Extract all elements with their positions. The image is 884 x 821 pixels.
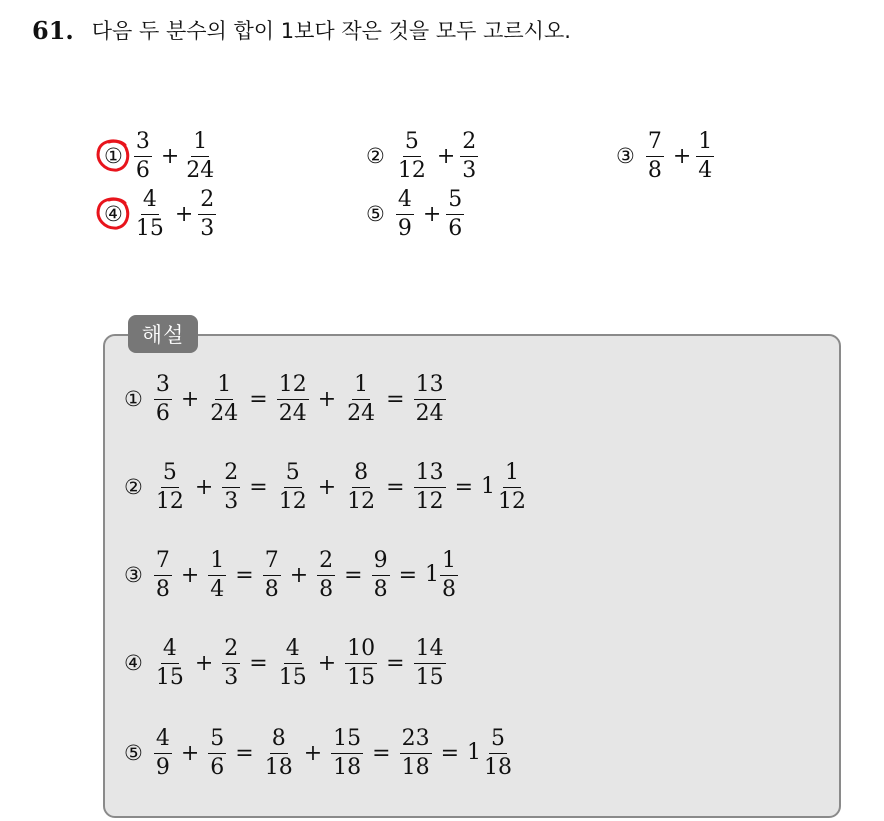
solution-marker: ④ — [124, 651, 143, 675]
fraction-numerator: 1 — [503, 462, 521, 488]
fraction — [277, 371, 309, 426]
equals-sign: = — [386, 474, 405, 500]
mixed-number — [465, 725, 517, 780]
fraction — [277, 635, 309, 690]
solution-marker: ① — [124, 387, 143, 411]
fraction-numerator: 1 — [191, 131, 209, 157]
fraction-numerator: 8 — [270, 728, 288, 754]
fraction-denominator: 24 — [210, 400, 239, 426]
plus-sign: + — [174, 201, 194, 227]
plus-sign: + — [289, 562, 309, 588]
fraction-numerator: 14 — [414, 638, 446, 664]
fraction-numerator: 5 — [446, 189, 464, 215]
fraction-numerator: 1 — [215, 374, 233, 400]
fraction — [414, 635, 446, 690]
fraction — [263, 547, 281, 602]
fraction-numerator: 1 — [352, 374, 370, 400]
mixed-whole: 1 — [425, 562, 440, 587]
fraction-denominator: 8 — [155, 576, 170, 602]
equals-sign: = — [386, 650, 405, 676]
mixed-number — [479, 459, 531, 514]
fraction — [345, 459, 377, 514]
mixed-fraction — [496, 459, 528, 514]
solution-row-1 — [124, 368, 449, 430]
fraction-numerator: 2 — [198, 189, 216, 215]
mixed-whole: 1 — [467, 740, 482, 765]
option-5[interactable] — [366, 184, 467, 244]
fraction-numerator: 1 — [208, 550, 226, 576]
fraction-denominator: 8 — [442, 576, 457, 602]
fraction — [331, 725, 363, 780]
problem-text: 다음 두 분수의 합이 1보다 작은 것을 모두 고르시오. — [91, 19, 571, 43]
fraction-denominator: 3 — [224, 488, 239, 514]
fraction-denominator: 24 — [415, 400, 444, 426]
solution-row-4 — [124, 632, 449, 694]
fraction-numerator: 2 — [222, 638, 240, 664]
solution-marker: ⑤ — [124, 741, 143, 765]
fraction-denominator: 6 — [210, 754, 225, 780]
fraction-numerator: 8 — [352, 462, 370, 488]
fraction — [222, 459, 240, 514]
fraction-numerator: 5 — [161, 462, 179, 488]
fraction-denominator: 6 — [135, 157, 150, 183]
solution-row-2 — [124, 456, 531, 518]
problem-header — [32, 10, 571, 50]
fraction — [414, 459, 446, 514]
equals-sign: = — [454, 474, 474, 500]
equals-sign: = — [372, 740, 391, 766]
plus-sign: + — [317, 474, 337, 500]
plus-sign: + — [317, 386, 337, 412]
option-fraction-b — [198, 186, 216, 241]
fraction — [317, 547, 335, 602]
fraction-numerator: 12 — [277, 374, 309, 400]
fraction-denominator: 12 — [155, 488, 184, 514]
option-marker: ② — [366, 144, 385, 168]
fraction-denominator: 18 — [401, 754, 430, 780]
fraction-denominator: 6 — [448, 215, 463, 241]
fraction-denominator: 3 — [200, 215, 215, 241]
option-2[interactable] — [366, 126, 481, 186]
option-fraction-a — [396, 186, 414, 241]
fraction-numerator: 7 — [154, 550, 172, 576]
option-fraction-a — [134, 186, 166, 241]
fraction — [208, 725, 226, 780]
equals-sign: = — [249, 386, 268, 412]
fraction-denominator: 24 — [347, 400, 376, 426]
option-fraction-a — [646, 128, 664, 183]
fraction — [277, 459, 309, 514]
fraction-numerator: 5 — [208, 728, 226, 754]
option-fraction-a — [396, 128, 428, 183]
plus-sign: + — [180, 386, 200, 412]
plus-sign: + — [303, 740, 323, 766]
fraction-denominator: 15 — [278, 664, 307, 690]
fraction — [154, 371, 172, 426]
fraction-numerator: 3 — [134, 131, 152, 157]
option-fraction-b — [184, 128, 216, 183]
equals-sign: = — [235, 562, 254, 588]
fraction-denominator: 4 — [698, 157, 713, 183]
fraction-denominator: 15 — [155, 664, 184, 690]
fraction-denominator: 9 — [155, 754, 170, 780]
equals-sign: = — [249, 650, 268, 676]
fraction-numerator: 23 — [400, 728, 432, 754]
fraction-numerator: 2 — [222, 462, 240, 488]
fraction-denominator: 6 — [155, 400, 170, 426]
equals-sign: = — [249, 474, 268, 500]
equals-sign: = — [235, 740, 254, 766]
option-marker: ⑤ — [366, 202, 385, 226]
solution-row-3 — [124, 544, 461, 606]
fraction-denominator: 3 — [462, 157, 477, 183]
fraction — [400, 725, 432, 780]
fraction-numerator: 5 — [403, 131, 421, 157]
fraction-numerator: 9 — [372, 550, 390, 576]
fraction-numerator: 1 — [440, 550, 458, 576]
fraction-numerator: 5 — [489, 728, 507, 754]
fraction-numerator: 4 — [141, 189, 159, 215]
fraction-denominator: 12 — [397, 157, 426, 183]
equals-sign: = — [398, 562, 418, 588]
fraction-denominator: 12 — [498, 488, 527, 514]
fraction-denominator: 24 — [186, 157, 215, 183]
fraction-denominator: 18 — [484, 754, 513, 780]
fraction — [154, 459, 186, 514]
fraction — [263, 725, 295, 780]
mixed-fraction — [482, 725, 514, 780]
fraction-numerator: 3 — [154, 374, 172, 400]
fraction — [154, 725, 172, 780]
plus-sign: + — [436, 143, 456, 169]
option-marker: ① — [104, 144, 123, 168]
equals-sign: = — [440, 740, 460, 766]
fraction-numerator: 15 — [331, 728, 363, 754]
fraction — [222, 635, 240, 690]
solution-marker: ② — [124, 475, 143, 499]
solution-marker: ③ — [124, 563, 143, 587]
fraction-numerator: 2 — [460, 131, 478, 157]
fraction — [414, 371, 446, 426]
fraction-denominator: 8 — [264, 576, 279, 602]
option-1[interactable] — [104, 126, 219, 186]
fraction-numerator: 4 — [161, 638, 179, 664]
fraction — [208, 547, 226, 602]
plus-sign: + — [194, 474, 214, 500]
fraction-denominator: 15 — [347, 664, 376, 690]
option-marker: ③ — [616, 144, 635, 168]
answer-circle-mark — [95, 137, 131, 173]
fraction-denominator: 15 — [415, 664, 444, 690]
fraction-numerator: 7 — [646, 131, 664, 157]
fraction-numerator: 4 — [154, 728, 172, 754]
fraction — [154, 635, 186, 690]
fraction-denominator: 8 — [319, 576, 334, 602]
option-fraction-a — [134, 128, 152, 183]
mixed-number — [423, 547, 461, 602]
fraction-numerator: 7 — [263, 550, 281, 576]
fraction-denominator: 8 — [647, 157, 662, 183]
solution-row-5 — [124, 722, 517, 784]
fraction-numerator: 1 — [696, 131, 714, 157]
equals-sign: = — [386, 386, 405, 412]
option-fraction-b — [460, 128, 478, 183]
mixed-whole: 1 — [481, 474, 496, 499]
fraction — [345, 371, 377, 426]
option-3[interactable] — [616, 126, 717, 186]
solution-label: 해설 — [128, 315, 198, 353]
answer-circle-mark — [95, 195, 131, 231]
plus-sign: + — [194, 650, 214, 676]
fraction-denominator: 12 — [415, 488, 444, 514]
fraction — [154, 547, 172, 602]
fraction — [208, 371, 240, 426]
fraction-numerator: 4 — [396, 189, 414, 215]
problem-number: 61. — [32, 15, 74, 45]
fraction-numerator: 13 — [414, 374, 446, 400]
fraction-denominator: 4 — [210, 576, 225, 602]
fraction-denominator: 9 — [397, 215, 412, 241]
fraction-denominator: 3 — [224, 664, 239, 690]
option-marker: ④ — [104, 202, 123, 226]
fraction-denominator: 12 — [278, 488, 307, 514]
plus-sign: + — [180, 740, 200, 766]
fraction-denominator: 8 — [373, 576, 388, 602]
fraction-denominator: 18 — [264, 754, 293, 780]
fraction-numerator: 5 — [284, 462, 302, 488]
mixed-fraction — [440, 547, 458, 602]
fraction-numerator: 10 — [345, 638, 377, 664]
plus-sign: + — [672, 143, 692, 169]
plus-sign: + — [422, 201, 442, 227]
fraction-numerator: 2 — [317, 550, 335, 576]
fraction-denominator: 18 — [333, 754, 362, 780]
fraction — [345, 635, 377, 690]
equals-sign: = — [344, 562, 363, 588]
plus-sign: + — [180, 562, 200, 588]
plus-sign: + — [317, 650, 337, 676]
fraction-denominator: 24 — [278, 400, 307, 426]
fraction-numerator: 4 — [284, 638, 302, 664]
fraction-numerator: 13 — [414, 462, 446, 488]
plus-sign: + — [160, 143, 180, 169]
fraction — [372, 547, 390, 602]
option-4[interactable] — [104, 184, 219, 244]
option-fraction-b — [446, 186, 464, 241]
fraction-denominator: 12 — [347, 488, 376, 514]
fraction-denominator: 15 — [135, 215, 164, 241]
option-fraction-b — [696, 128, 714, 183]
